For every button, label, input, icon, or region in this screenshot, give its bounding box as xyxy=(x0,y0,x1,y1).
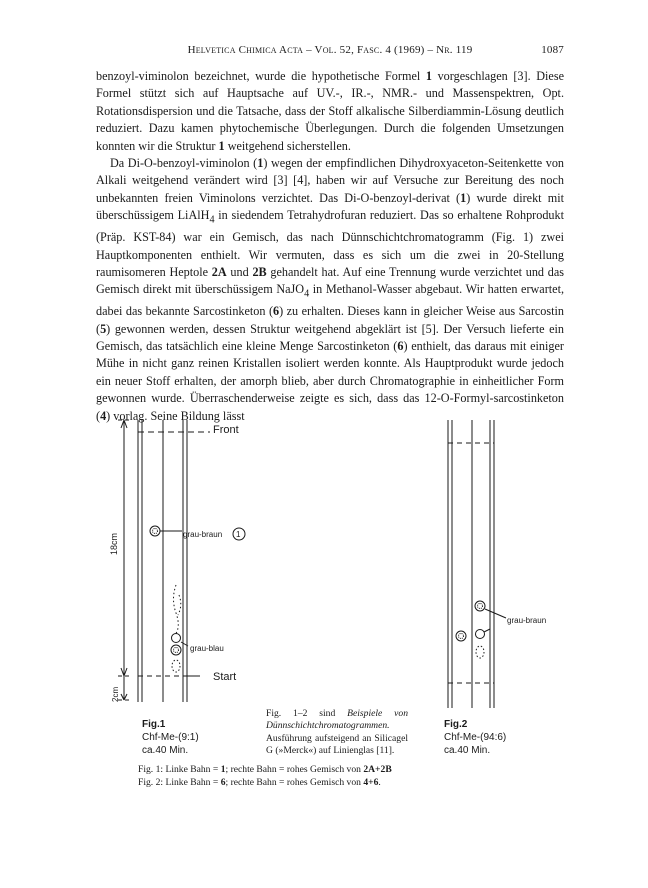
spot xyxy=(171,645,181,655)
figure-caption: Fig. 1–2 sind Beispiele von Dünnschichtchromatogrammen. Ausführung aufsteigend an Silicagel G (»Merck«) auf Linienglas [11]. xyxy=(266,708,408,757)
spot xyxy=(456,631,466,641)
spot xyxy=(475,601,485,611)
compound-ref-number: 1 xyxy=(236,530,241,539)
front-label: Front xyxy=(213,424,239,436)
fig2-spot-label: grau-braun xyxy=(507,616,547,625)
fig2-title: Fig.2 xyxy=(444,719,468,730)
fig2-plate xyxy=(448,420,494,708)
paragraph: Da Di-O-benzoyl-viminolon (1) wegen der empfindlichen Dihydroxyaceton-Seitenkette von Alkali weitgehend verändert wird [3] [4], haben wir auf Versuche zur Bereitung des noch unbekannten freien Viminolons verzichtet. Das Di-O-benzoyl-derivat (1) wurde direkt mit überschüssigem LiAlH$_4$ in siedendem Tetrahydrofuran reduziert. Das so erhaltene Rohprodukt (Präp. KST-84) war ein Gemisch, das nach Dünnschichtchromatogramm (Fig. 1) zwei Hauptkomponenten enthielt. Wir vermuten, dass es sich um die zwei in 20-Stellung raumisomeren Heptole 2A und 2B gehandelt hat. Auf eine Trennung wurde verzichtet und das Gemisch direkt mit überschüssigem NaJO$_4$ in Methanol-Wasser abgebaut. Wir hatten erwartet, dabei das bekannte Sarcostinketon (6) zu erhalten. Dieses kann in gleicher Weise aus Sarcostin (5) gewonnen werden, dessen Struktur weitgehend abgeklärt ist [5]. Der Versuch lieferte ein Gemisch, das tatsächlich eine kleine Menge Sarcostinketon (6) enthielt, das daraus mit einiger Mühe in nicht ganz reinen Kristallen isoliert werden konnte. Als Hauptprodukt wurde jedoch ein neuer Stoff erhalten, der amorph blieb, aber durch Chromatographie in einheitlicher Form gewonnen wurde. Überraschenderweise zeigte es sich, dass das 12-O-Formyl-sarcostinketon (4) vorlag. Seine Bildung lässt xyxy=(96,156,565,423)
fig2-spots xyxy=(456,601,506,658)
spot-label-grau-blau: grau-blau xyxy=(190,644,224,653)
page-number: 1087 xyxy=(541,44,564,56)
offset-label: 2cm xyxy=(111,686,120,702)
start-label: Start xyxy=(213,671,237,683)
fig1-time: ca.40 Min. xyxy=(142,745,189,756)
footnote-fig2: Fig. 2: Linke Bahn = 6; rechte Bahn = rohes Gemisch von 4+6. xyxy=(138,776,381,788)
figure-footnotes xyxy=(138,764,558,789)
fig2-time: ca.40 Min. xyxy=(444,745,491,756)
footnote-fig1: Fig. 1: Linke Bahn = 1; rechte Bahn = rohes Gemisch von 2A+2B xyxy=(138,764,392,775)
fig1-dimension-lines xyxy=(118,420,132,700)
fig1-spots xyxy=(150,526,188,672)
fig2-solvent: Chf-Me-(94:6) xyxy=(444,732,507,743)
spot xyxy=(150,526,160,536)
spot xyxy=(476,630,485,639)
spot-label-grau-braun: grau-braun xyxy=(183,530,223,539)
paragraph: benzoyl-viminolon bezeichnet, wurde die hypothetische Formel 1 vorgeschlagen [3]. Diese Formel stützt sich auf Hauptsache auf UV.-, IR.-, NMR.- und Massenspektren, Opt. Rotationsdispersion und die Tatsache, dass der Stoff alkalische Silberdiammin-Lösung deutlich reduziert. Dazu kamen phytochemische Überlegungen. Durch die folgenden Umsetzungen konnten wir die Struktur 1 weitgehend sicherstellen. xyxy=(96,69,564,153)
fig1-plate xyxy=(138,420,210,702)
fig1-title: Fig.1 xyxy=(142,719,166,730)
spot xyxy=(172,634,181,643)
height-label: 18cm xyxy=(109,532,119,555)
fig1-solvent: Chf-Me-(9:1) xyxy=(142,732,199,743)
journal-title: Helvetica Chimica Acta – Vol. 52, Fasc. 4 (1969) – Nr. 119 xyxy=(187,44,473,56)
